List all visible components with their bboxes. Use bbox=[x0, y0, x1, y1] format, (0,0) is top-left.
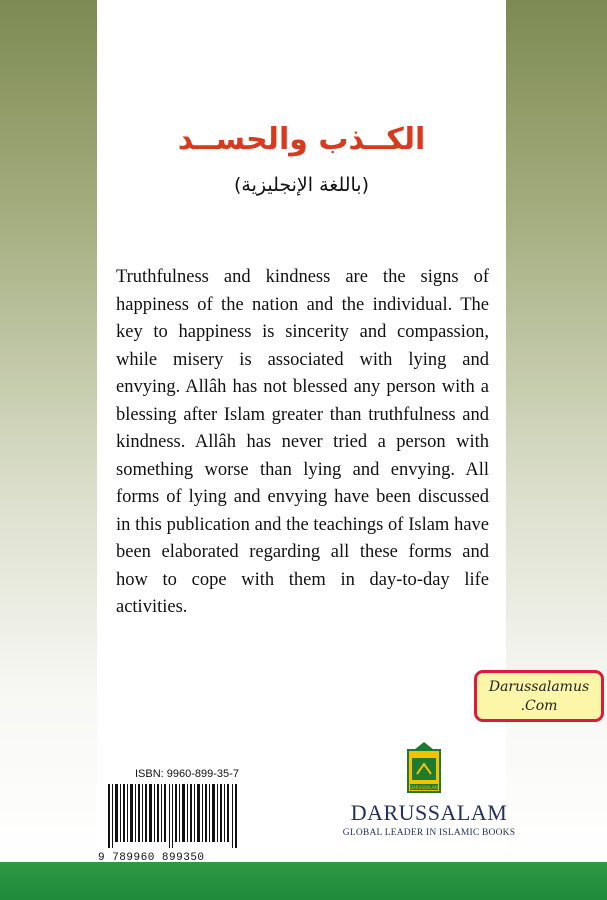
logo-caption: DARUSSALAM bbox=[410, 785, 438, 790]
back-cover-blurb: Truthfulness and kindness are the signs of happiness of the nation and the individual. The key to happiness is sincerity and compassion, while misery is associated with lying and envying. Allâh has not blessed any person with a blessing after Islam greater than truthfulness and kindness. Allâh has never tried a person with something worse than lying and envying. All forms of lying and envying have been discussed in this publication and the teachings of Islam have been elaborated regarding all these forms and how to cope with them in day-to-day life activities. bbox=[116, 267, 489, 617]
barcode-number: 9 789960 899350 bbox=[98, 852, 205, 864]
watermark-line-2: .Com bbox=[520, 698, 558, 714]
arabic-subtitle: (باللغة الإنجليزية) bbox=[233, 174, 370, 196]
publisher-name: DARUSSALAM bbox=[350, 800, 508, 825]
bottom-green-band bbox=[0, 862, 607, 900]
right-gradient-border bbox=[506, 0, 607, 862]
darussalam-logo-icon bbox=[406, 740, 442, 794]
barcode-icon bbox=[108, 784, 238, 848]
isbn-label: ISBN: 9960-899-35-7 bbox=[135, 768, 239, 780]
watermark-line-1: Darussalamus bbox=[488, 679, 590, 695]
watermark-badge bbox=[474, 670, 604, 722]
publisher-tagline: GLOBAL LEADER IN ISLAMIC BOOKS bbox=[342, 828, 516, 838]
left-gradient-border bbox=[0, 0, 97, 862]
arabic-title: الكــذب والحســد bbox=[177, 122, 426, 157]
